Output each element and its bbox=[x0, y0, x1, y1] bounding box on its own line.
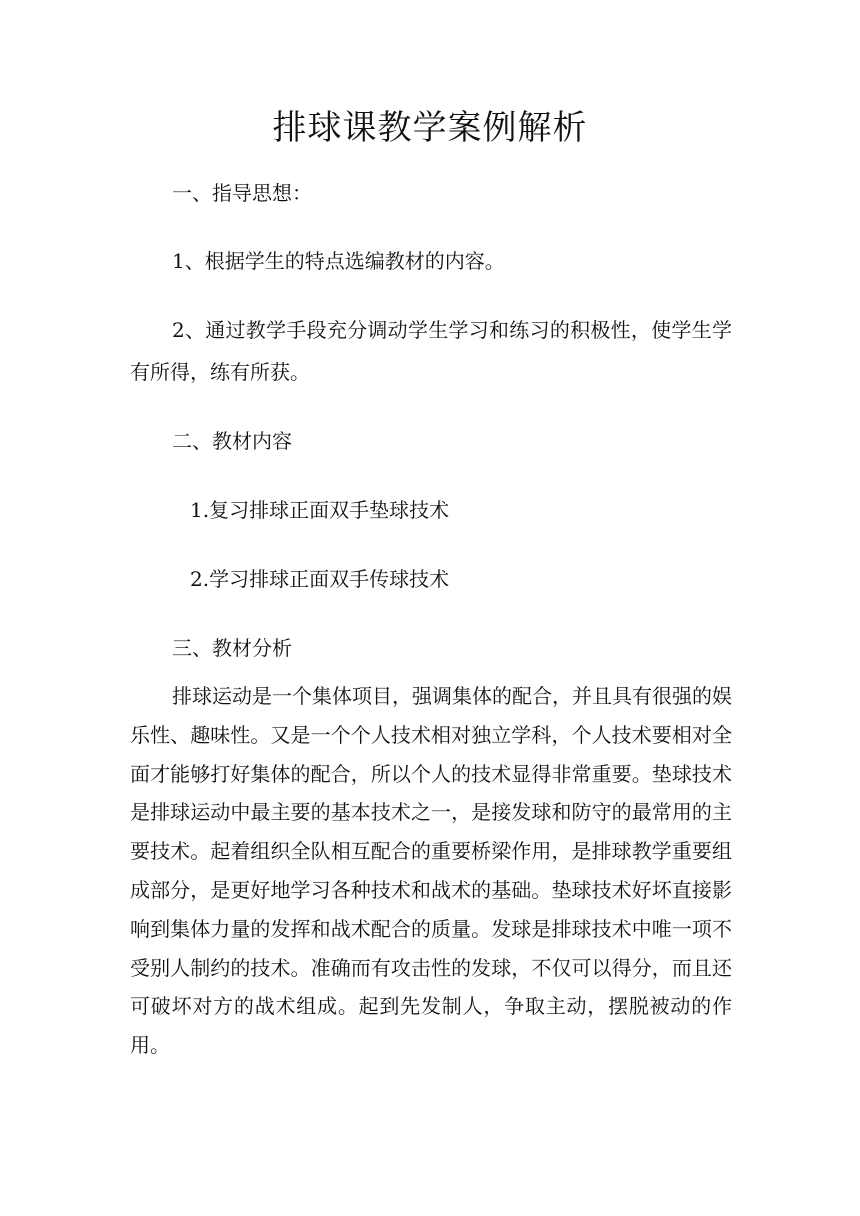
guiding-idea-item-1: 1、根据学生的特点选编教材的内容。 bbox=[172, 249, 505, 273]
section-heading-guiding-ideas: 一、指导思想： bbox=[172, 181, 312, 205]
teaching-content-item-1: 1.复习排球正面双手垫球技术 bbox=[190, 498, 450, 522]
guiding-idea-item-2: 2、通过教学手段充分调动学生学习和练习的积极性，使学生学有所得，练有所获。 bbox=[130, 318, 732, 384]
section-heading-material-analysis: 三、教材分析 bbox=[172, 636, 292, 660]
material-analysis-body: 排球运动是一个集体项目，强调集体的配合，并且具有很强的娱乐性、趣味性。又是一个个人技术相对独立学科，个人技术要相对全面才能够打好集体的配合，所以个人的技术显得非常重要。垫球技术是排球运动中最主要的基本技术之一，是接发球和防守的最常用的主要技术。起着组织全队相互配合的重要桥梁作用，是排球教学重要组成部分，是更好地学习各种技术和战术的基础。垫球技术好坏直接影响到集体力量的发挥和战术配合的质量。发球是排球技术中唯一项不受别人制约的技术。准确而有攻击性的发球，不仅可以得分，而且还可破坏对方的战术组成。起到先发制人，争取主动，摆脱被动的作用。 bbox=[130, 684, 732, 1058]
document-title: 排球课教学案例解析 bbox=[272, 108, 588, 148]
section-heading-teaching-content: 二、教材内容 bbox=[172, 429, 292, 453]
teaching-content-item-2: 2.学习排球正面双手传球技术 bbox=[190, 567, 450, 591]
